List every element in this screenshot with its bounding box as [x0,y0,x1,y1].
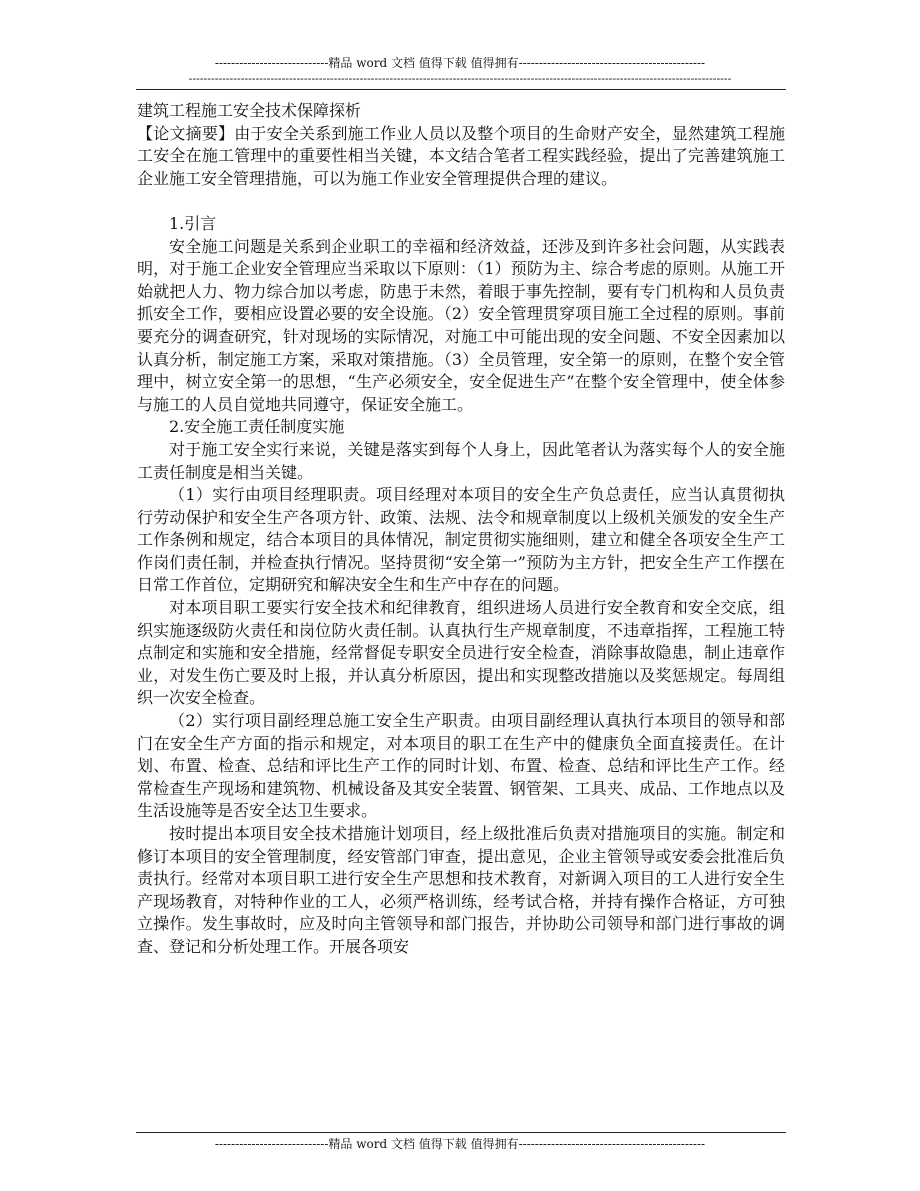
body-paragraph: 按时提出本项目安全技术措施计划项目，经上级批准后负责对措施项目的实施。制定和修订本项目的安全管理制度，经安管部门审查，提出意见，企业主管领导或安委会批准后负责执行。经常对本项目职工进行安全生产思想和技术教育，对新调入项目的工人进行安全生产现场教育，对特种作业的工人，必须严格训练，经考试合格，并持有操作合格证，方可独立操作。发生事故时，应及时向主管领导和部门报告，并协助公司领导和部门进行事故的调查、登记和分析处理工作。开展各项安 [137,824,785,956]
blank-line [137,190,785,213]
section-heading-introduction: 1.引言 [169,213,217,233]
body-paragraph: 对于施工安全实行来说，关键是落实到每个人身上，因此笔者认为落实每个人的安全施工责任制度是相当关键。 [137,439,785,482]
footer-rule [136,1132,786,1133]
header-rule [136,89,786,90]
body-paragraph: （1）实行由项目经理职责。项目经理对本项目的安全生产负总责任，应当认真贯彻执行劳动保护和安全生产各项方针、政策、法规、法令和规章制度以上级机关颁发的安全生产工作条例和规定，结合本项目的具体情况，制定贯彻实施细则，建立和健全各项安全生产工作岗们责任制，并检查执行情况。坚持贯彻“安全第一”预防为主方针，把安全生产工作摆在日常工作首位，定期研究和解决安全生和生产中存在的问题。 [137,485,785,595]
document-body [137,100,785,959]
page-footer-banner: ----------------------------精品 word 文档 值得下载 值得拥有---------------------------------------------- [214,1137,706,1151]
section-heading-responsibility: 2.安全施工责任制度实施 [169,417,345,437]
document-title: 建筑工程施工安全技术保障探析 [137,101,362,120]
body-paragraph: （2）实行项目副经理总施工安全生产职责。由项目副经理认真执行本项目的领导和部门在安全生产方面的指示和规定，对本项目的职工在生产中的健康负全面直接责任。在计划、布置、检查、总结和评比生产工作的同时计划、布置、检查、总结和评比生产工作。经常检查生产现场和建筑物、机械设备及其安全装置、钢管架、工具夹、成品、工作地点以及生活设施等是否安全达卫生要求。 [137,711,785,821]
page-header-banner: ----------------------------精品 word 文档 值得下载 值得拥有---------------------------------------------- [214,56,706,70]
page-header-dash-line: -------------------------------------------------------------------------------------------------------------------------------------------------- [188,72,732,85]
body-paragraph: 对本项目职工要实行安全技术和纪律教育，组织进场人员进行安全教育和安全交底，组织实施逐级防火责任和岗位防火责任制。认真执行生产规章制度，不违章指挥，工程施工特点制定和实施和安全措施，经常督促专职安全员进行安全检查，消除事故隐患，制止违章作业，对发生伤亡要及时上报，并认真分析原因，提出和实现整改措施以及奖惩规定。每周组织一次安全检查。 [137,598,785,708]
abstract-paragraph: 【论文摘要】由于安全关系到施工作业人员以及整个项目的生命财产安全，显然建筑工程施工安全在施工管理中的重要性相当关键，本文结合笔者工程实践经验，提出了完善建筑施工企业施工安全管理措施，可以为施工作业安全管理提供合理的建议。 [137,123,785,188]
body-paragraph: 安全施工问题是关系到企业职工的幸福和经济效益，还涉及到许多社会问题，从实践表明，对于施工企业安全管理应当采取以下原则：（1）预防为主、综合考虑的原则。从施工开始就把人力、物力综合加以考虑，防患于未然，着眼于事先控制，要有专门机构和人员负责抓安全工作，要相应设置必要的安全设施。（2）安全管理贯穿项目施工全过程的原则。事前要充分的调查研究，针对现场的实际情况，对施工中可能出现的安全问题、不安全因素加以认真分析，制定施工方案，采取对策措施。（3）全员管理，安全第一的原则，在整个安全管理中，树立安全第一的思想，“生产必须安全，安全促进生产”在整个安全管理中，使全体参与施工的人员自觉地共同遵守，保证安全施工。 [137,236,785,414]
